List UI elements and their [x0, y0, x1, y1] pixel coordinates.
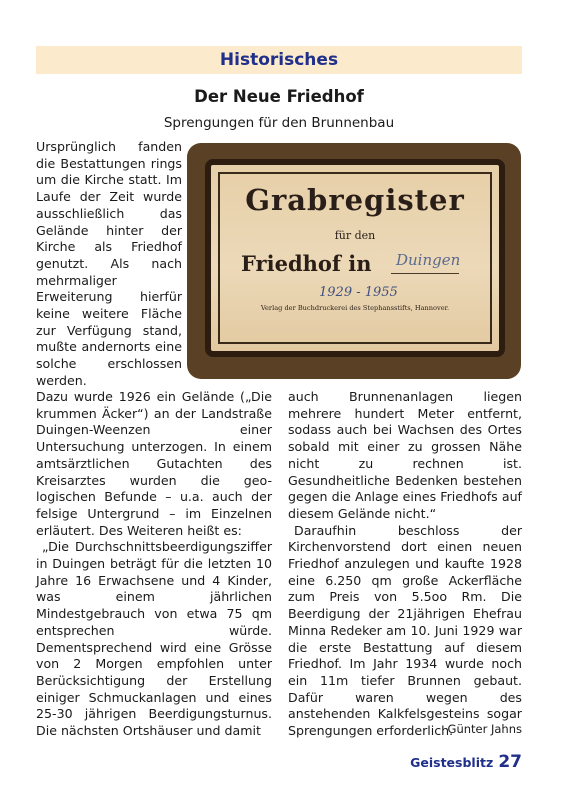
label-for: für den: [334, 229, 376, 242]
page-footer: [410, 752, 522, 772]
paragraph: Daraufhin beschloss der Kirchenvorstend dort einen neuen Friedhof anzulegen und kaufte 1928 eine 6.250 qm große Ackerfläche zum Preis von 5.5oo Rm. Die Beerdigung der 21jährigen Ehefrau Minna Redeker am 10. Juni 1929 war die erste Bestattung auf diesem Friedhof. Im Jahr 1934 wurde noch ein 11m tiefer Brunnen gebaut. Dafür waren wegen des anstehenden Kalkfelsgesteins sogar Sprengungen erforderlich.: [288, 522, 522, 739]
label-cemetery: Friedhof in: [241, 251, 372, 276]
label-title: Grabregister: [245, 183, 465, 217]
grave-register-photo: [187, 143, 521, 379]
paragraph: „Die Durchschnittsbeerdigungsziffer in Duingen beträgt für die letzten 10 Jahre 16 Erwachsene und 4 Kinder, was einem jährlichen Mindestgebrauch von etwa 75 qm entsprechen würde. Dementsprechend wird eine Grösse von 2 Morgen empfohlen unter Berücksichtigung der Erstellung einiger Schmuckanlagen und eines 25-30 jährigen Beerdigungsturnus. Die nächsten Ortshäuser und damit: [36, 539, 272, 739]
text-column-left: [36, 389, 272, 740]
label-printer: Verlag der Buchdruckerei des Stephansstifts, Hannover.: [260, 304, 450, 312]
text-column-top-left: [36, 139, 182, 390]
label-fill-line: [391, 273, 459, 274]
paragraph: Ursprünglich fanden die Bestattungen rings um die Kirche statt. Im Laufe der Zeit wurde ausschließlich das Gelände hinter der Kirche als Friedhof genutzt. Als nach mehrmaliger Erweiterung hierfür keine weitere Fläche zur Verfügung stand, mußte andernorts eine solche erschlossen werden.: [36, 139, 182, 388]
author-name: Günter Jahns: [447, 722, 522, 736]
page-number: 27: [498, 752, 522, 772]
paragraph: auch Brunnenanlagen liegen mehrere hundert Meter entfernt, sodass auch bei Wachsen des Ortes sobald mit einer zu grossen Nähe nicht zu rechnen ist. Gesundheitliche Bedenken bestehen gegen die Anlage eines Friedhofs auf diesem Gelände nicht.“: [288, 389, 522, 521]
magazine-name: Geistesblitz: [410, 755, 494, 770]
section-title: Historisches: [219, 50, 339, 70]
section-banner: [36, 46, 522, 74]
article-subtitle: Sprengungen für den Brunnenbau: [163, 115, 395, 131]
register-label: [211, 165, 499, 351]
article-title: Der Neue Friedhof: [194, 87, 364, 106]
paragraph: Dazu wurde 1926 ein Gelände („Die krummen Äcker“) an der Landstraße Duingen-Weenzen einer Untersuchung unterzogen. In einem amtsärztlichen Gutachten des Kreisarztes wurden die geo-logischen Befunde – u.a. auch der felsige Untergrund – im Einzelnen erläutert. Des Weiteren heißt es:: [36, 389, 272, 538]
handwritten-years: 1929 - 1955: [319, 285, 398, 300]
handwritten-place: Duingen: [396, 251, 461, 269]
text-column-right: [288, 389, 522, 740]
